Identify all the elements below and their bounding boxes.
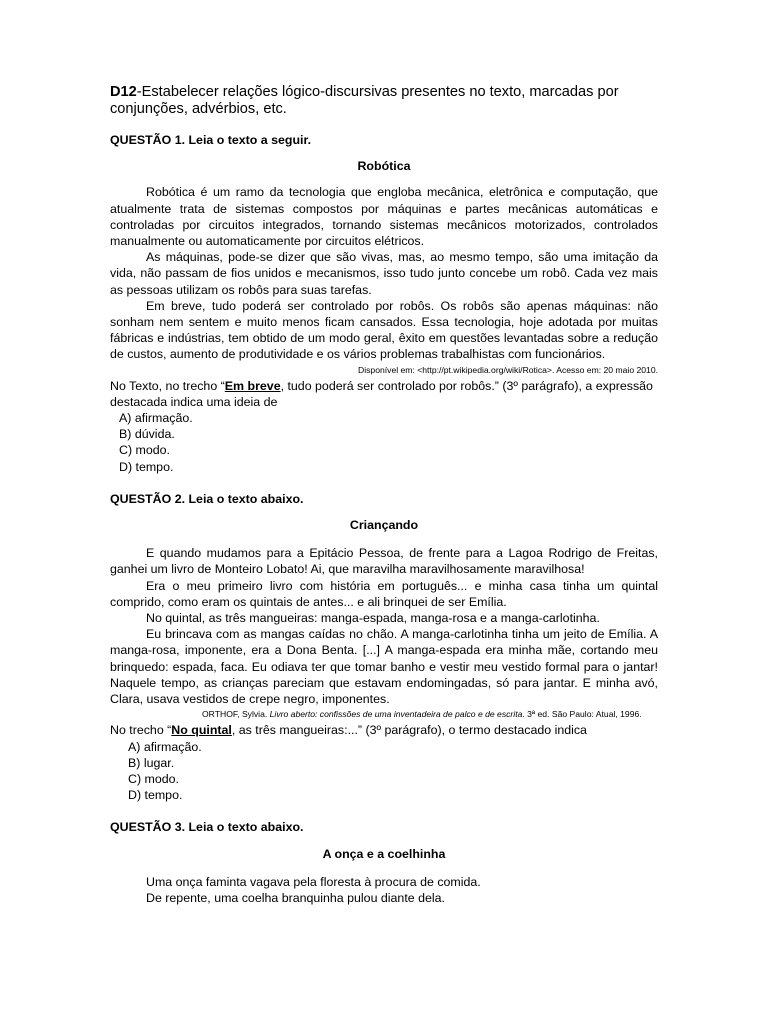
question-2-highlighted-term: No quintal <box>171 723 232 738</box>
spacer <box>110 475 658 491</box>
question-1-prompt-end: , tudo poderá ser controlado por robôs.” (3º parágrafo), a expressão <box>280 378 653 393</box>
document-content <box>110 84 658 906</box>
question-2-paragraph: Era o meu primeiro livro com história em português... e minha casa tinha um quintal comprido, como eram os quintais de antes... e ali brinquei de ser Emília. <box>110 578 658 609</box>
question-1-prompt <box>110 378 658 394</box>
question-3-heading: QUESTÃO 3. Leia o texto abaixo. <box>110 820 304 835</box>
question-2-prompt-end: , as três mangueiras:...” (3º parágrafo), o termo destacado indica <box>231 723 587 738</box>
question-1-prompt-start: No Texto, no trecho “ <box>110 378 225 393</box>
option-d: D) tempo. <box>119 459 174 474</box>
question-1-paragraph: Em breve, tudo poderá ser controlado por robôs. Os robôs são apenas máquinas: não sonham nem sentem e muito menos ficam cansados. Essa tecnologia, hoje adotada por muitas fábricas e indústrias, tem obtido de um modo geral, êxito em questões levantadas sobre a redução de custos, aumento de produtividade e os vários problemas trabalhistas com funcionários. <box>110 298 658 362</box>
source-author: ORTHOF, Sylvia. <box>202 709 268 720</box>
question-1-highlighted-term: Em breve <box>224 378 281 393</box>
question-1-paragraph: Robótica é um ramo da tecnologia que engloba mecânica, eletrônica e computação, que atualmente trata de sistemas compostos por máquinas e partes mecânicas automáticas e controladas por circuitos integrados, tornando sistemas mecânicos motorizados, controlados manualmente ou automaticamente por circuitos elétricos. <box>110 185 658 249</box>
question-1-prompt-line-2: destacada indica uma ideia de <box>110 394 278 409</box>
question-2-prompt <box>110 722 658 738</box>
source-book-title: Livro aberto: confissões de uma inventadeira de palco e de escrita <box>267 709 523 720</box>
option-b: B) dúvida. <box>119 427 175 442</box>
question-2-options <box>128 739 658 804</box>
question-2-paragraph: E quando mudamos para a Epitácio Pessoa, de frente para a Lagoa Rodrigo de Freitas, ganhei um livro de Monteiro Lobato! Ai, que maravilha maravilhosamente maravilhosa! <box>110 546 658 577</box>
question-1-options <box>119 410 658 475</box>
option-a: A) afirmação. <box>119 411 193 426</box>
question-3-text-line: Uma onça faminta vagava pela floresta à procura de comida. <box>146 874 481 889</box>
descriptor-header <box>110 84 658 118</box>
option-a: A) afirmação. <box>128 739 202 754</box>
question-2-text-title: Criançando <box>349 518 419 533</box>
question-1-text-title: Robótica <box>357 159 411 174</box>
option-b: B) lugar. <box>128 755 175 770</box>
question-2-paragraph: Eu brincava com as mangas caídas no chão. A manga-carlotinha tinha um jeito de Emília. A manga-rosa, imponente, era a Dona Benta. [...] A manga-espada era minha mãe, cortando meu brinquedo: espada, faca. Eu odiava ter que tomar banho e vestir meu vestido formal para o jantar! Naquele tempo, as crianças pareciam que estavam endomingadas, só para jantar. E minha avó, Clara, usava vestidos de crepe negro, imponentes. <box>110 627 658 707</box>
option-c: C) modo. <box>119 443 170 458</box>
question-1-paragraph: As máquinas, pode-se dizer que são vivas, mas, ao mesmo tempo, são uma imitação da vida, não passam de fios unidos e mecanismos, isso tudo junto concebe um robô. Cada vez mais as pessoas utilizam os robôs para suas tarefas. <box>110 250 658 297</box>
question-2-paragraph: No quintal, as três mangueiras: manga-espada, manga-rosa e a manga-carlotinha. <box>146 611 600 626</box>
spacer <box>110 803 658 819</box>
question-3-text-line: De repente, uma coelha branquinha pulou diante dela. <box>146 890 445 905</box>
question-2-prompt-start: No trecho “ <box>110 723 172 738</box>
option-d: D) tempo. <box>128 788 183 803</box>
question-2-heading: QUESTÃO 2. Leia o texto abaixo. <box>110 491 304 506</box>
question-1-heading: QUESTÃO 1. Leia o texto a seguir. <box>110 133 312 147</box>
descriptor-text: -Estabelecer relações lógico-discursivas presentes no texto, marcadas por conjunções, advérbios, etc. <box>110 84 619 117</box>
option-c: C) modo. <box>128 771 179 786</box>
source-publication: . 3ª ed. São Paulo: Atual, 1996. <box>522 709 642 720</box>
descriptor-code: D12 <box>110 84 137 100</box>
question-2-source <box>110 708 658 720</box>
question-3-text-title: A onça e a coelhinha <box>322 846 446 861</box>
question-1-source: Disponível em: <http://pt.wikipedia.org/wiki/Rotica>. Acesso em: 20 maio 2010. <box>358 364 658 375</box>
